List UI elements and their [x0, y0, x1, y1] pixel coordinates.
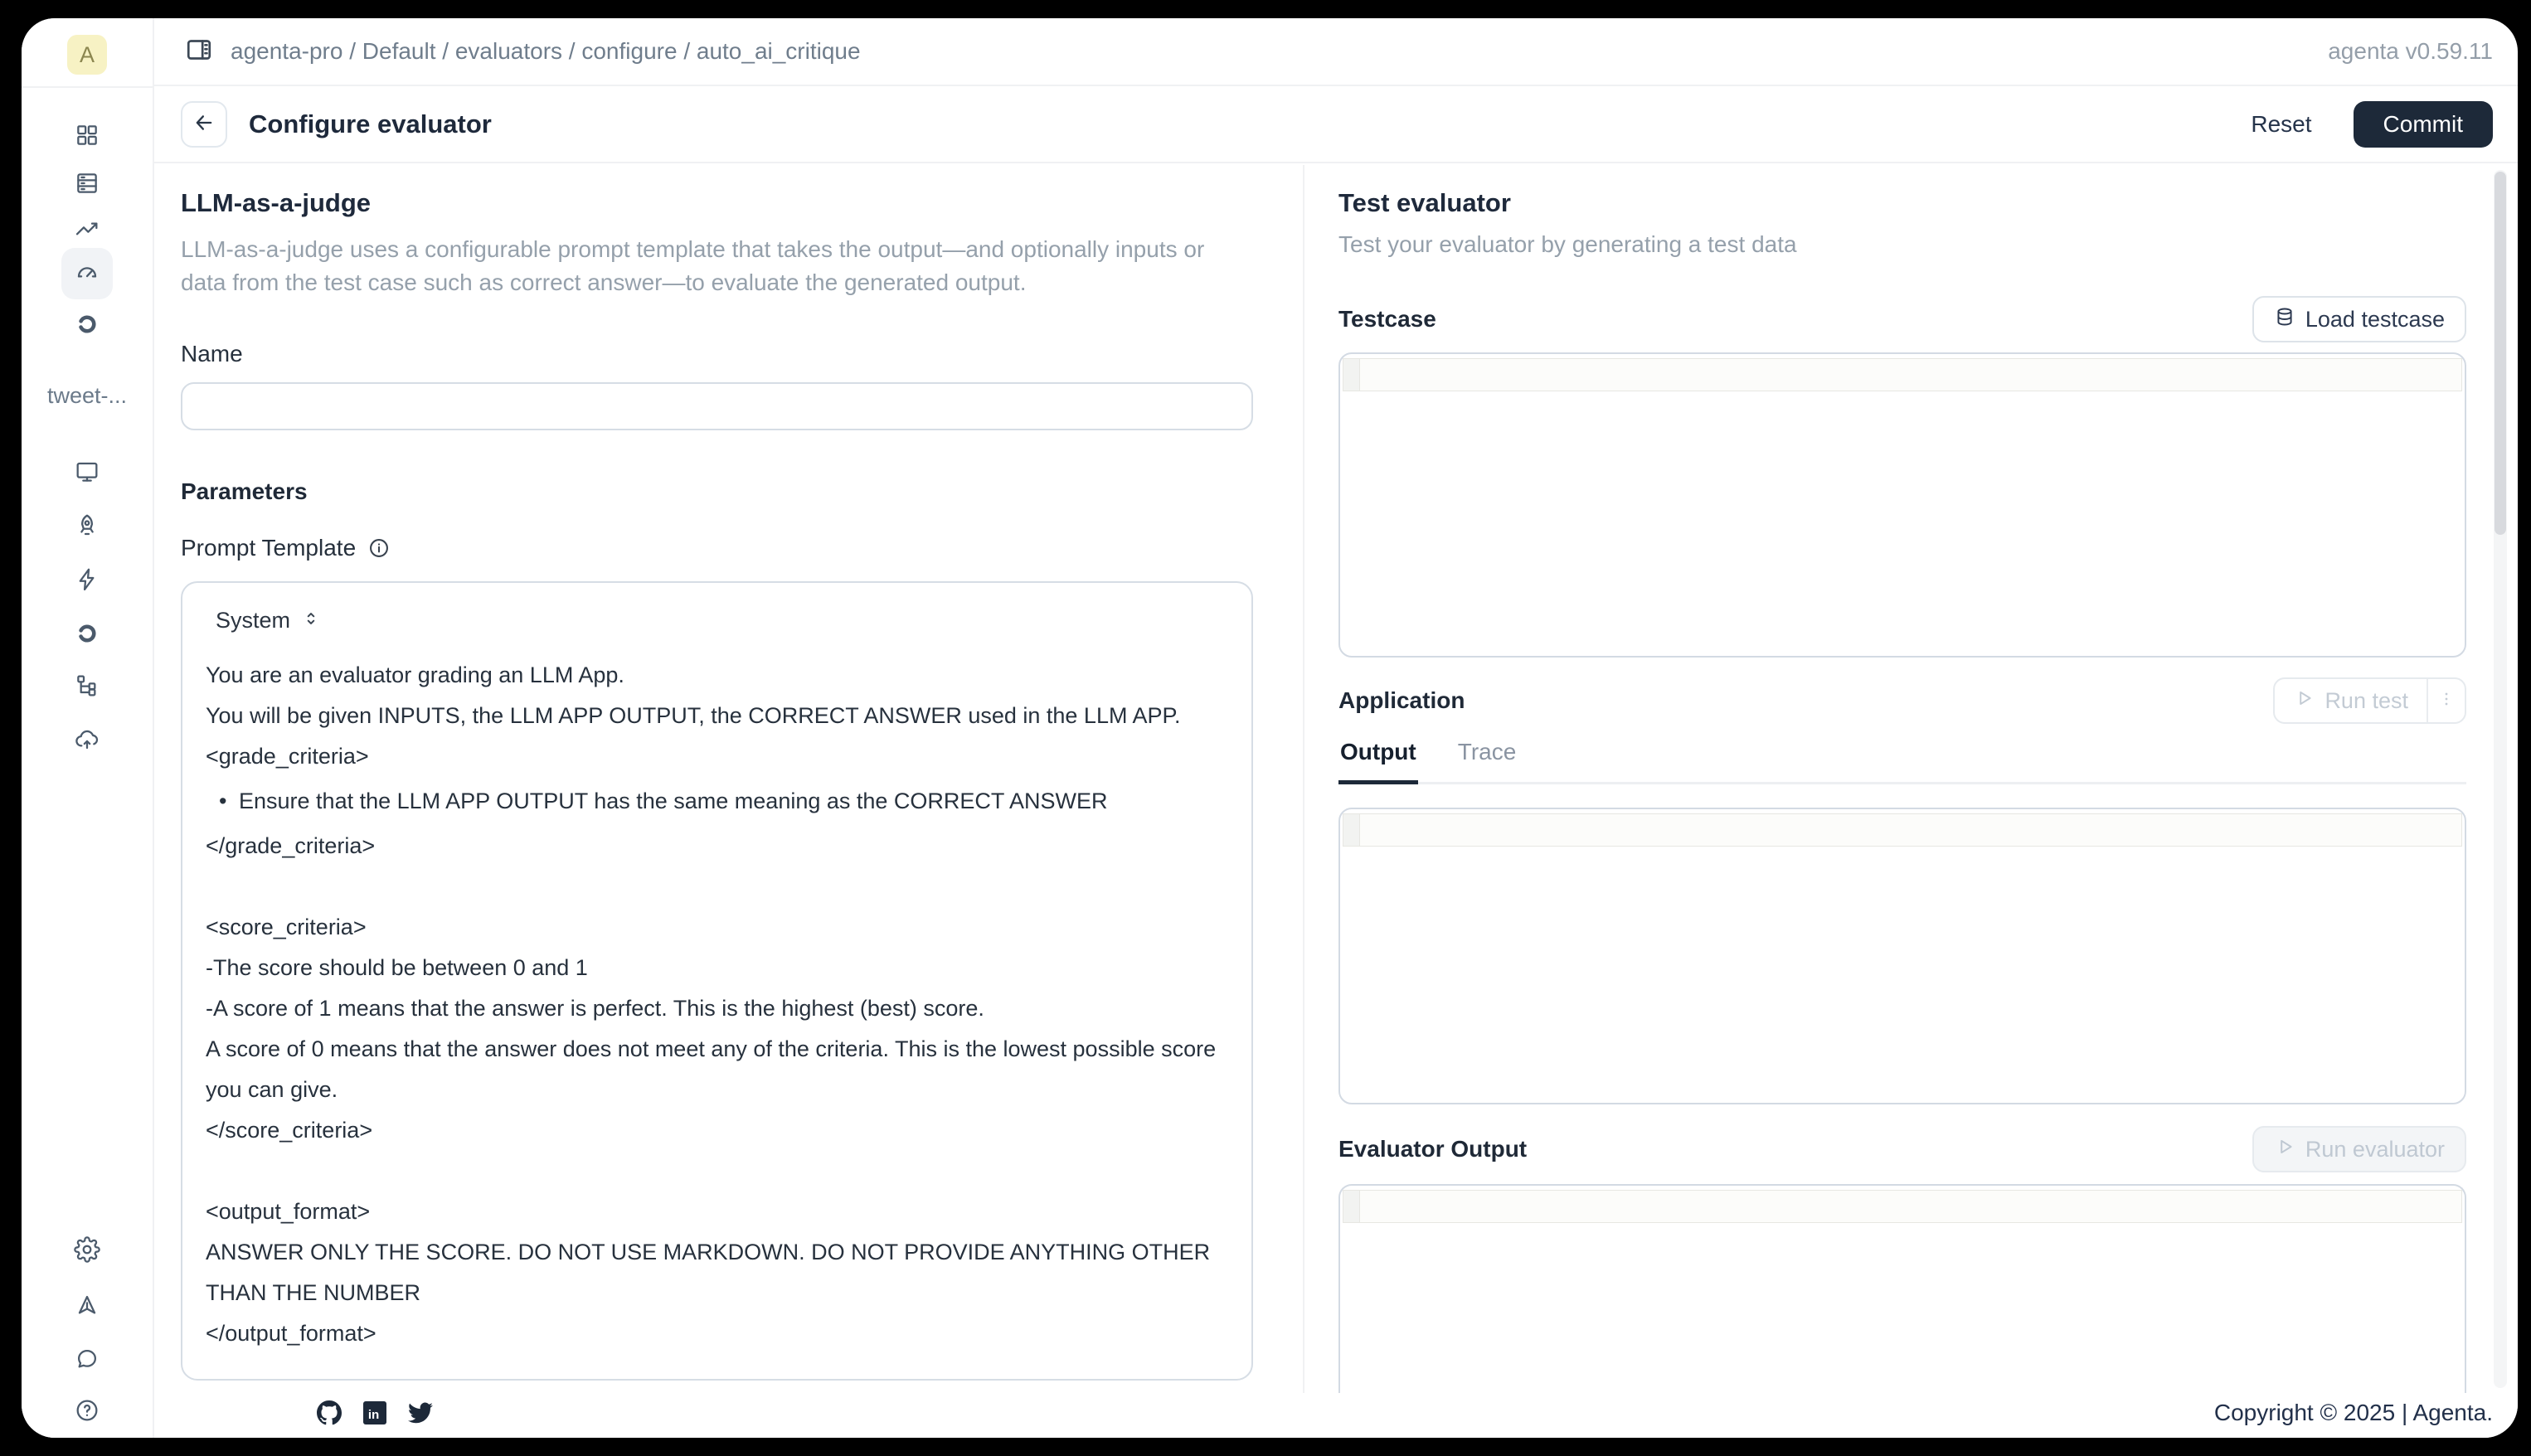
page-title: Configure evaluator [249, 109, 492, 138]
monitor-icon [74, 459, 100, 489]
kebab-icon [2437, 690, 2456, 712]
header-actions [2237, 101, 2493, 148]
prompt-line: You will be given INPUTS, the LLM APP OUTPUT, the CORRECT ANSWER used in the LLM APP. [206, 703, 1181, 728]
panel-scrollbar[interactable] [2494, 170, 2507, 1388]
sidebar-item-evaluations[interactable] [61, 248, 113, 299]
sidebar-item-registry[interactable] [61, 300, 113, 352]
testcase-editor[interactable] [1338, 352, 2466, 658]
sidebar-item-deployments[interactable] [61, 502, 113, 553]
test-evaluator-title: Test evaluator [1338, 188, 1511, 217]
prompt-line: ANSWER ONLY THE SCORE. DO NOT USE MARKDOWN. DO NOT PROVIDE ANYTHING OTHER THAN THE NUMBER [206, 1240, 1211, 1305]
evaluator-output-editor[interactable] [1338, 1184, 2466, 1393]
prompt-line: You are an evaluator grading an LLM App. [206, 662, 624, 687]
info-icon[interactable] [367, 536, 391, 560]
commit-button[interactable]: Commit [2354, 101, 2493, 148]
evaluator-type-title: LLM-as-a-judge [181, 188, 372, 217]
output-trace-tabs [1338, 739, 2466, 784]
database-icon [2274, 306, 2295, 333]
run-evaluator-label: Run evaluator [2305, 1136, 2445, 1162]
play-icon [2274, 1136, 2295, 1163]
rocket-icon [74, 512, 100, 543]
back-button[interactable] [181, 101, 227, 148]
sidebar-item-settings[interactable] [61, 1225, 113, 1277]
breadcrumb[interactable]: agenta-pro / Default / evaluators / configure / auto_ai_critique [231, 38, 861, 64]
tab-output[interactable]: Output [1338, 739, 1418, 782]
sidebar-item-usage[interactable] [61, 609, 113, 661]
gear-icon [74, 1236, 100, 1267]
evaluator-output-row [1338, 1126, 2466, 1172]
sidebar-item-playground[interactable] [61, 448, 113, 499]
prompt-template-label: Prompt Template [181, 535, 357, 561]
footer [287, 1393, 2518, 1438]
prompt-line: • Ensure that the LLM APP OUTPUT has the same meaning as the CORRECT ANSWER [206, 781, 1228, 822]
run-test-label: Run test [2325, 687, 2408, 713]
copyright-text: Copyright © 2025 | Agenta. [2213, 1400, 2493, 1425]
name-label: Name [181, 341, 243, 366]
main-area [154, 18, 2518, 1438]
testcase-label: Testcase [1338, 306, 1436, 332]
chat-bubble-icon [74, 1346, 100, 1376]
prompt-line: -The score should be between 0 and 1 [206, 955, 588, 980]
cloud-upload-icon [74, 726, 100, 757]
name-input[interactable] [181, 382, 1253, 430]
donut-icon [74, 311, 100, 342]
tab-trace[interactable]: Trace [1457, 739, 1517, 764]
editor-active-line [1343, 1190, 2462, 1223]
project-label[interactable]: tweet-... [46, 383, 128, 408]
prompt-line: </output_format> [206, 1321, 376, 1346]
testcase-row [1338, 296, 2466, 342]
prompt-line: </grade_criteria> [206, 833, 376, 858]
more-options-button[interactable] [2428, 679, 2465, 722]
bolt-icon [74, 566, 100, 597]
parameters-label: Parameters [181, 478, 308, 504]
app-window [22, 18, 2518, 1438]
play-icon [2293, 687, 2315, 715]
evaluator-output-label: Evaluator Output [1338, 1136, 1528, 1162]
sidebar-item-traces[interactable] [61, 662, 113, 713]
github-icon[interactable] [317, 1400, 342, 1425]
load-testcase-label: Load testcase [2305, 306, 2445, 332]
app-version: agenta v0.59.11 [2328, 38, 2493, 64]
editor-gutter [1343, 1191, 1360, 1222]
twitter-icon[interactable] [408, 1400, 433, 1425]
send-plane-icon [74, 1292, 100, 1323]
prompt-template-editor[interactable] [181, 581, 1253, 1381]
prompt-text[interactable] [206, 655, 1228, 1354]
page-header [154, 86, 2518, 163]
application-label: Application [1338, 687, 1465, 713]
run-test-button-group [2273, 677, 2466, 724]
application-row [1338, 677, 2466, 724]
prompt-template-row [181, 535, 1253, 561]
editor-active-line [1343, 813, 2462, 847]
prompt-line [206, 866, 1228, 907]
prompt-line [206, 1151, 1228, 1191]
linkedin-icon[interactable] [363, 1401, 386, 1424]
donut-icon [74, 620, 100, 651]
prompt-line: </score_criteria> [206, 1118, 373, 1143]
editor-gutter [1343, 814, 1360, 846]
sidebar-toggle-icon[interactable] [184, 35, 214, 69]
prompt-line: <score_criteria> [206, 915, 367, 939]
prompt-line: <output_format> [206, 1199, 371, 1224]
sidebar-item-feedback[interactable] [61, 1335, 113, 1386]
sidebar-item-automations[interactable] [61, 556, 113, 607]
content [154, 165, 2518, 1393]
run-test-button[interactable] [2275, 679, 2427, 722]
sidebar-item-apps[interactable] [61, 111, 113, 163]
run-evaluator-button[interactable] [2252, 1126, 2466, 1172]
sidebar [22, 18, 154, 1438]
apps-grid-icon [74, 122, 100, 153]
scrollbar-thumb[interactable] [2495, 172, 2506, 535]
sidebar-item-cloud[interactable] [61, 716, 113, 767]
prompt-line: <grade_criteria> [206, 744, 369, 769]
gauge-icon [74, 259, 100, 289]
topbar [154, 18, 2518, 86]
arrow-left-icon [192, 111, 216, 137]
line-chart-icon [74, 215, 100, 245]
editor-active-line [1343, 358, 2462, 391]
application-output-editor[interactable] [1338, 808, 2466, 1104]
evaluator-config-panel [154, 165, 1303, 1393]
load-testcase-button[interactable] [2252, 296, 2466, 342]
help-circle-icon [74, 1397, 100, 1428]
tree-icon [74, 672, 100, 703]
chevron-up-down-icon [300, 608, 322, 633]
testsets-rack-icon [74, 170, 100, 201]
message-role-value: System [216, 608, 291, 633]
svg-text:in: in [367, 1408, 380, 1422]
reset-button[interactable]: Reset [2237, 103, 2325, 146]
prompt-line: -A score of 1 means that the answer is perfect. This is the highest (best) score. [206, 996, 984, 1021]
evaluator-description: LLM-as-a-judge uses a configurable prompt template that takes the output—and optionally inputs or data from the test case such as correct answer—to evaluate the generated output. [181, 236, 1205, 295]
message-role-select[interactable] [216, 608, 322, 633]
test-evaluator-panel [1304, 165, 2518, 1393]
sidebar-item-invite[interactable] [61, 1281, 113, 1332]
test-evaluator-subtitle: Test your evaluator by generating a test data [1338, 231, 1797, 257]
sidebar-item-help[interactable] [61, 1386, 113, 1438]
workspace-avatar[interactable]: A [67, 35, 107, 75]
sidebar-item-testsets[interactable] [61, 159, 113, 211]
prompt-line: A score of 0 means that the answer does not meet any of the criteria. This is the lowest possible score you can give. [206, 1036, 1217, 1102]
editor-gutter [1343, 359, 1360, 391]
